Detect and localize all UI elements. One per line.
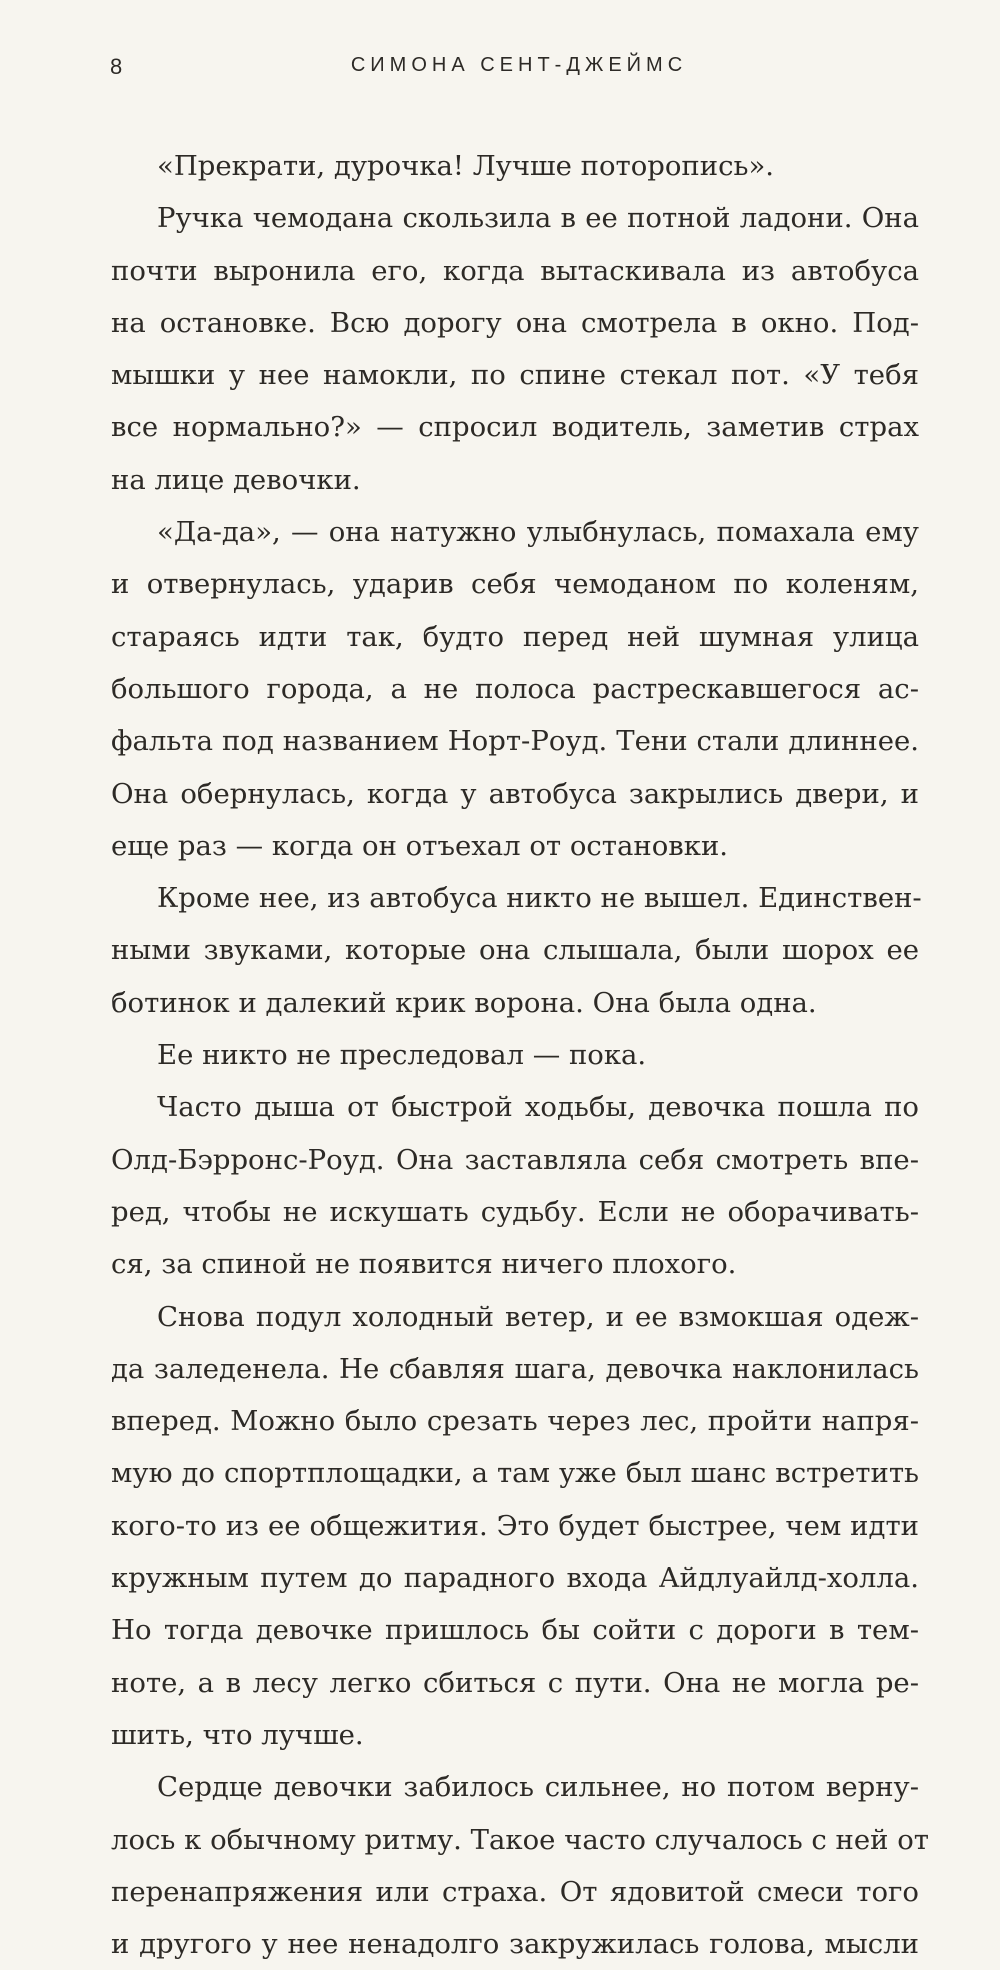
text-line: Но тогда девочке пришлось бы сойти с дороги в тем- xyxy=(111,1614,919,1647)
text-line: ся, за спиной не появится ничего плохого. xyxy=(111,1248,737,1281)
text-line: почти выронила его, когда вытаскивала из автобуса xyxy=(111,254,919,287)
text-line: шить, что лучше. xyxy=(111,1718,364,1751)
text-line: Часто дыша от быстрой ходьбы, девочка пошла по xyxy=(157,1091,919,1124)
text-line: и другого у нее ненадолго закружилась голова, мысли xyxy=(111,1928,919,1961)
text-line: мышки у нее намокли, по спине стекал пот. «У тебя xyxy=(111,359,919,392)
running-head xyxy=(110,54,920,84)
text-line: ботинок и далекий крик ворона. Она была одна. xyxy=(111,986,817,1019)
book-author: СИМОНА СЕНТ-ДЖЕЙМС xyxy=(350,54,688,76)
text-line: вперед. Можно было срезать через лес, пройти напря- xyxy=(111,1405,919,1438)
text-line: большого города, а не полоса растрескавшегося ас- xyxy=(111,672,919,705)
text-line: перенапряжения или страха. От ядовитой смеси того xyxy=(111,1875,919,1908)
text-line: мую до спортплощадки, а там уже был шанс встретить xyxy=(111,1457,919,1490)
text-line: «Да-да», — она натужно улыбнулась, помахала ему xyxy=(157,516,919,549)
text-line: Ее никто не преследовал — пока. xyxy=(157,1039,647,1072)
body-text xyxy=(111,140,929,1970)
text-line: еще раз — когда он отъехал от остановки. xyxy=(111,829,729,862)
text-line: Она обернулась, когда у автобуса закрылись двери, и xyxy=(111,777,919,810)
text-line: «Прекрати, дурочка! Лучше поторопись». xyxy=(157,150,775,182)
text-line: да заледенела. Не сбавляя шага, девочка наклонилась xyxy=(111,1352,919,1385)
text-line: все нормально?» — спросил водитель, заметив страх xyxy=(111,411,919,444)
text-line: Ручка чемодана скользила в ее потной ладони. Она xyxy=(157,202,919,235)
text-line: и отвернулась, ударив себя чемоданом по коленям, xyxy=(111,568,919,601)
text-line: Олд-Бэрронс-Роуд. Она заставляла себя смотреть впе- xyxy=(111,1143,919,1176)
text-line: Снова подул холодный ветер, и ее взмокшая одеж- xyxy=(157,1300,919,1333)
text-line: лось к обычному ритму. Такое часто случалось с ней от xyxy=(111,1823,929,1856)
text-line: ред, чтобы не искушать судьбу. Если не оборачивать- xyxy=(111,1195,919,1228)
text-line: стараясь идти так, будто перед ней шумная улица xyxy=(111,620,919,653)
text-line: фальта под названием Норт-Роуд. Тени стали длиннее. xyxy=(111,725,919,758)
text-line: на остановке. Всю дорогу она смотрела в окно. Под- xyxy=(111,306,919,339)
text-line: ноте, а в лесу легко сбиться с пути. Она не могла ре- xyxy=(111,1666,919,1699)
page-number: 8 xyxy=(110,54,123,79)
text-line: кого-то из ее общежития. Это будет быстрее, чем идти xyxy=(111,1509,919,1542)
text-line: ными звуками, которые она слышала, были шорох ее xyxy=(111,934,919,967)
text-line: Кроме нее, из автобуса никто не вышел. Единствен- xyxy=(157,882,922,915)
text-line: Сердце девочки забилось сильнее, но потом верну- xyxy=(157,1771,919,1804)
text-line: на лице девочки. xyxy=(111,463,361,496)
text-line: кружным путем до парадного входа Айдлуайлд-холла. xyxy=(111,1562,919,1595)
